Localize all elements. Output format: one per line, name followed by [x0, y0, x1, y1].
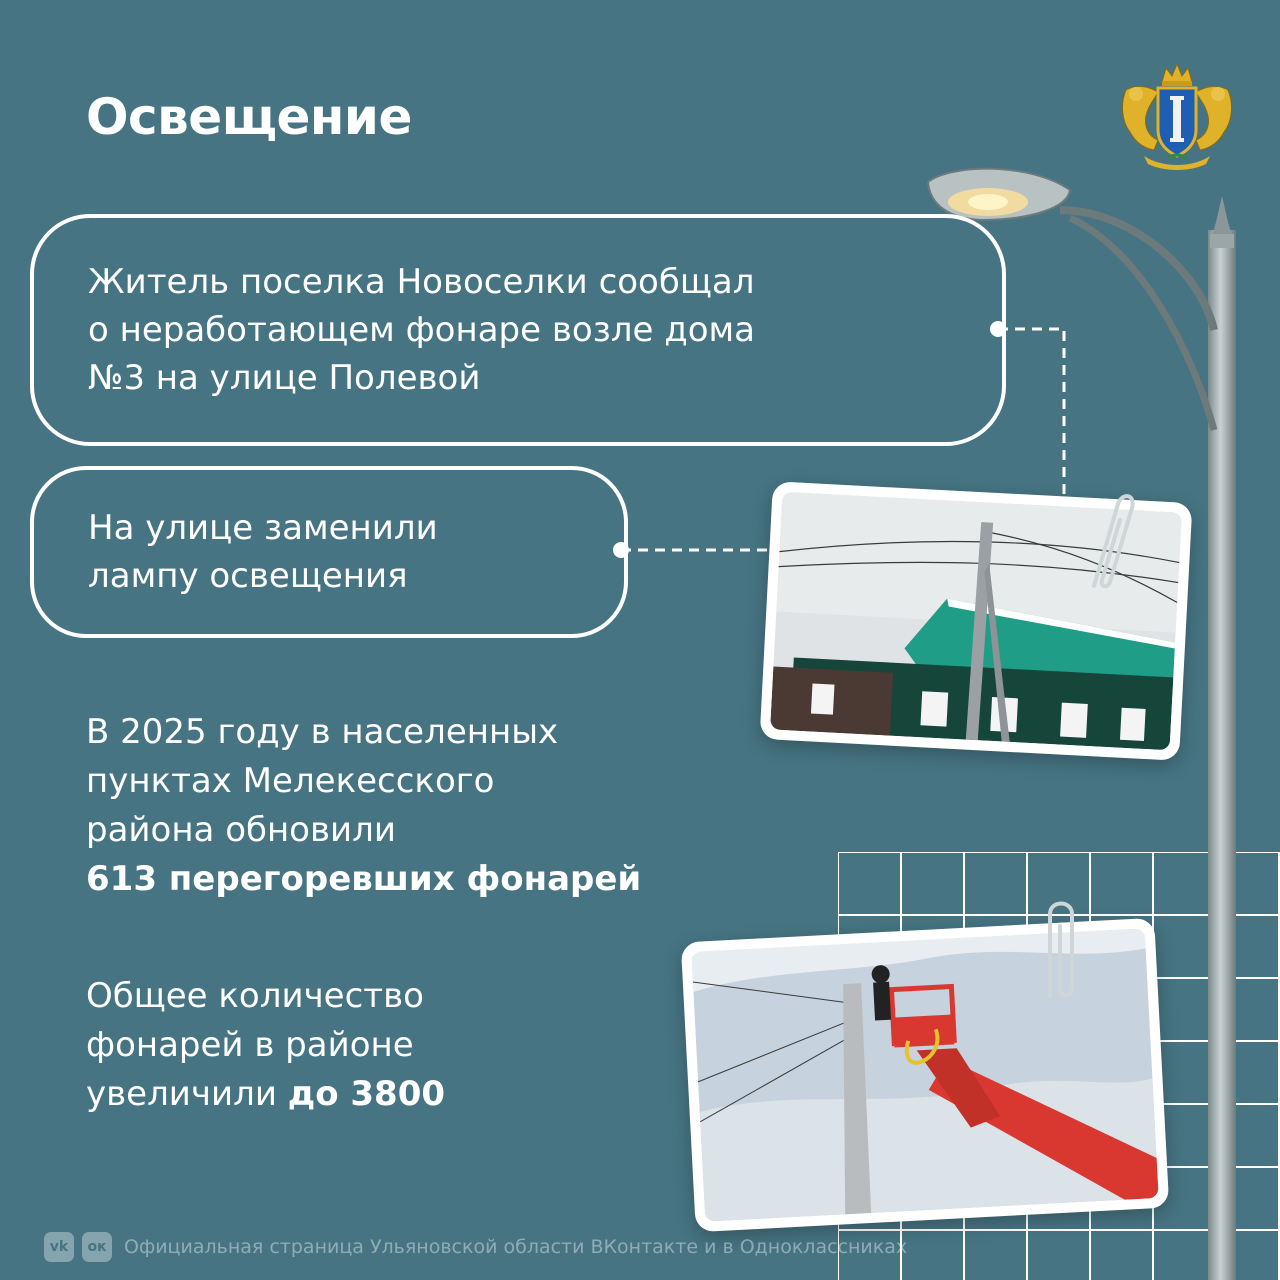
result-text: На улице заменили лампу освещения: [88, 508, 438, 596]
footer: [44, 1232, 907, 1262]
stats-total-lamps: [86, 972, 646, 1119]
vk-glyph: vk: [49, 1239, 69, 1255]
stats-total-lamps-count: до 3800: [287, 1074, 446, 1114]
result-bubble: [30, 466, 628, 638]
report-text: Житель поселка Новоселки сообщал о неработающем фонаре возле дома №3 на улице Полевой: [88, 262, 756, 398]
footer-text: Официальная страница Ульяновской области ВКонтакте и в Одноклассниках: [124, 1236, 908, 1258]
coat-of-arms-emblem: [1118, 60, 1236, 172]
stats-total-lamps-text: Общее количество фонарей в районе увеличили: [86, 976, 424, 1114]
dashed-connector: [998, 327, 1070, 517]
vk-icon[interactable]: [44, 1232, 74, 1262]
stats-updated-lamps-count: 613 перегоревших фонарей: [86, 859, 642, 899]
dashed-connector: [621, 547, 773, 553]
stats-updated-lamps: [86, 708, 726, 904]
ok-glyph: ок: [87, 1239, 107, 1255]
paperclip-icon: [1080, 490, 1136, 590]
paperclip-icon: [1040, 898, 1088, 1002]
page-title: Освещение: [86, 88, 412, 146]
stats-updated-lamps-text: В 2025 году в населенных пунктах Мелекесского района обновили: [86, 712, 559, 850]
report-bubble: [30, 214, 1006, 446]
lift-work-photo: [681, 918, 1170, 1232]
odnoklassniki-icon[interactable]: [82, 1232, 112, 1262]
